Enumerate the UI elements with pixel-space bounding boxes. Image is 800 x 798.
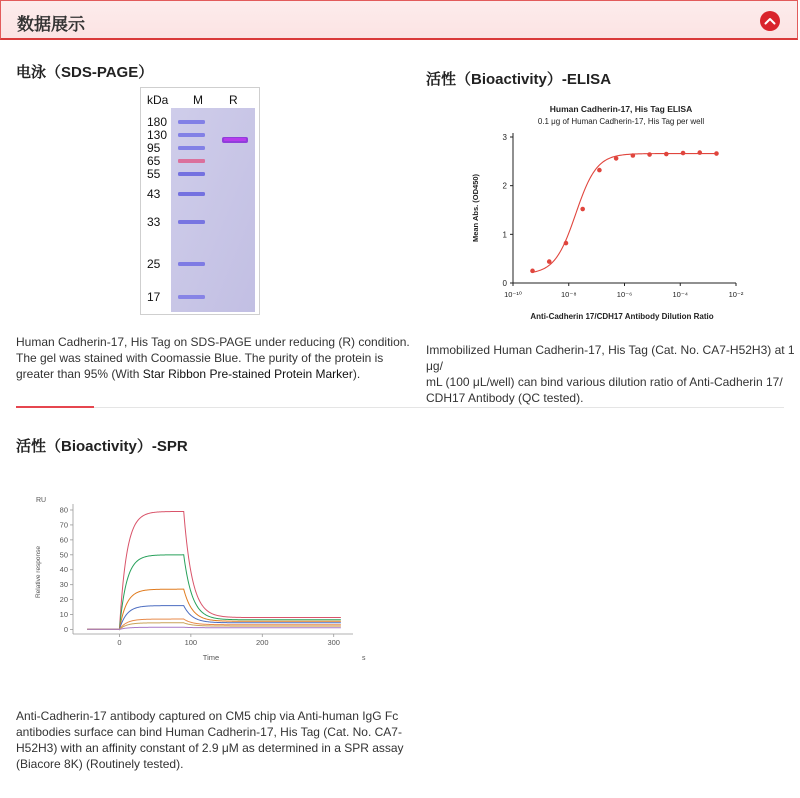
spr-y-tick-label: 10 [59, 610, 68, 620]
elisa-data-point [697, 150, 702, 155]
section-header [0, 0, 798, 40]
spr-desc-line-3: H52H3) with an affinity constant of 2.9 μM as determined in a SPR assay [16, 741, 404, 755]
spr-title: 活性（Bioactivity）-SPR [16, 438, 188, 455]
gel-marker-label: 33 [147, 215, 161, 229]
gel-marker-label: 25 [147, 257, 161, 271]
sds-desc-line-3b: ). [352, 367, 361, 381]
marker-band [178, 133, 205, 137]
elisa-chart-title: Human Cadherin-17, His Tag ELISA [549, 104, 693, 114]
elisa-x-axis-label: Anti-Cadherin 17/CDH17 Antibody Dilution Ratio [530, 312, 714, 321]
marker-band [178, 120, 205, 124]
elisa-desc-line-1: Immobilized Human Cadherin-17, His Tag (Cat. No. CA7-H52H3) at 1 μg/ [426, 343, 795, 373]
elisa-description [426, 342, 800, 406]
elisa-data-point [580, 207, 585, 212]
spr-y-axis-label: Relative response [35, 545, 42, 599]
spr-series-curve [87, 627, 341, 629]
spr-x-unit: s [362, 655, 366, 662]
chevron-up-icon [764, 17, 776, 25]
gel-marker-label: 130 [147, 128, 168, 142]
gel-lane-m-label: M [193, 93, 203, 107]
elisa-data-point [681, 151, 686, 156]
spr-y-tick-label: 20 [59, 595, 68, 605]
elisa-x-tick-label: 10⁻¹⁰ [504, 290, 522, 299]
marker-band [178, 172, 205, 176]
elisa-data-point [664, 152, 669, 157]
sds-desc-line-3a: greater than 95% (With [16, 367, 143, 381]
elisa-y-axis-label: Mean Abs. (OD450) [471, 173, 480, 243]
gel-marker-label: 180 [147, 115, 168, 129]
sds-desc-line-3 [16, 366, 410, 382]
marker-band [178, 159, 205, 163]
elisa-x-tick-label: 10⁻² [728, 290, 744, 299]
gel-lane-r-label: R [229, 93, 238, 107]
sds-page-description [16, 334, 410, 382]
elisa-y-tick-label: 3 [502, 133, 507, 142]
spr-x-axis-label: Time [202, 653, 220, 662]
marker-band [178, 146, 205, 150]
elisa-title: 活性（Bioactivity）-ELISA [426, 71, 612, 88]
gel-kda-label: kDa [147, 93, 169, 107]
spr-x-tick-label: 300 [327, 638, 340, 647]
elisa-x-tick-label: 10⁻⁸ [561, 290, 577, 299]
spr-x-tick-label: 200 [256, 638, 269, 647]
spr-y-tick-label: 40 [59, 565, 68, 575]
elisa-chart-subtitle: 0.1 μg of Human Cadherin-17, His Tag per well [537, 117, 705, 126]
elisa-y-tick-label: 2 [502, 181, 507, 191]
spr-series-curve [87, 511, 341, 629]
sds-page-title: 电泳（SDS-PAGE） [16, 64, 154, 81]
spr-y-tick-label: 0 [63, 625, 68, 635]
spr-desc-line-2: antibodies surface can bind Human Cadherin-17, His Tag (Cat. No. CA7- [16, 725, 402, 739]
sds-desc-line-1: Human Cadherin-17, His Tag on SDS-PAGE under reducing (R) condition. [16, 335, 410, 349]
elisa-fit-curve [533, 154, 717, 273]
sds-desc-line-2: The gel was stained with Coomassie Blue. The purity of the protein is [16, 351, 384, 365]
spr-description [16, 708, 404, 772]
elisa-data-point [547, 259, 552, 264]
elisa-data-point [647, 152, 652, 157]
spr-x-tick-label: 0 [117, 638, 122, 647]
header-title: 数据展示 [17, 15, 85, 34]
spr-y-tick-label: 60 [59, 535, 68, 545]
marker-band [178, 192, 205, 196]
elisa-data-point [631, 153, 636, 158]
spr-y-tick-label: 80 [59, 505, 68, 515]
gel-marker-label: 17 [147, 290, 161, 304]
sample-band-r-highlight [224, 138, 246, 141]
section-divider [16, 407, 784, 408]
spr-desc-line-4: (Biacore 8K) (Routinely tested). [16, 757, 184, 771]
elisa-data-point [564, 241, 569, 246]
elisa-x-tick-label: 10⁻⁴ [672, 290, 689, 299]
spr-desc-line-1: Anti-Cadherin-17 antibody captured on CM5 chip via Anti-human IgG Fc [16, 709, 399, 723]
marker-band [178, 220, 205, 224]
marker-band [178, 262, 205, 266]
spr-y-tick-label: 50 [59, 550, 68, 560]
spr-chart [28, 492, 373, 664]
elisa-data-point [597, 168, 602, 173]
spr-y-tick-label: 30 [59, 580, 68, 590]
elisa-data-point [614, 156, 619, 161]
section-divider-accent [16, 406, 94, 408]
elisa-data-point [530, 269, 535, 274]
elisa-desc-line-2: mL (100 μL/well) can bind various dilution ratio of Anti-Cadherin 17/ [426, 375, 783, 389]
elisa-y-tick-label: 0 [502, 279, 507, 288]
collapse-button[interactable] [760, 11, 780, 31]
gel-marker-label: 65 [147, 154, 161, 168]
elisa-desc-line-3: CDH17 Antibody (QC tested). [426, 391, 584, 405]
spr-x-tick-label: 100 [184, 638, 198, 647]
elisa-y-tick-label: 1 [502, 230, 507, 240]
spr-y-unit: RU [36, 497, 47, 504]
marker-band [178, 295, 205, 299]
marker-product-link[interactable]: Star Ribbon Pre-stained Protein Marker [142, 367, 353, 381]
gel-marker-label: 95 [147, 141, 161, 155]
gel-marker-label: 43 [147, 187, 161, 201]
elisa-chart [466, 100, 766, 328]
elisa-x-tick-label: 10⁻⁶ [616, 290, 633, 299]
sds-page-gel-image [140, 87, 260, 315]
spr-y-tick-label: 70 [59, 520, 68, 530]
gel-marker-label: 55 [147, 167, 161, 181]
elisa-data-point [714, 151, 719, 156]
